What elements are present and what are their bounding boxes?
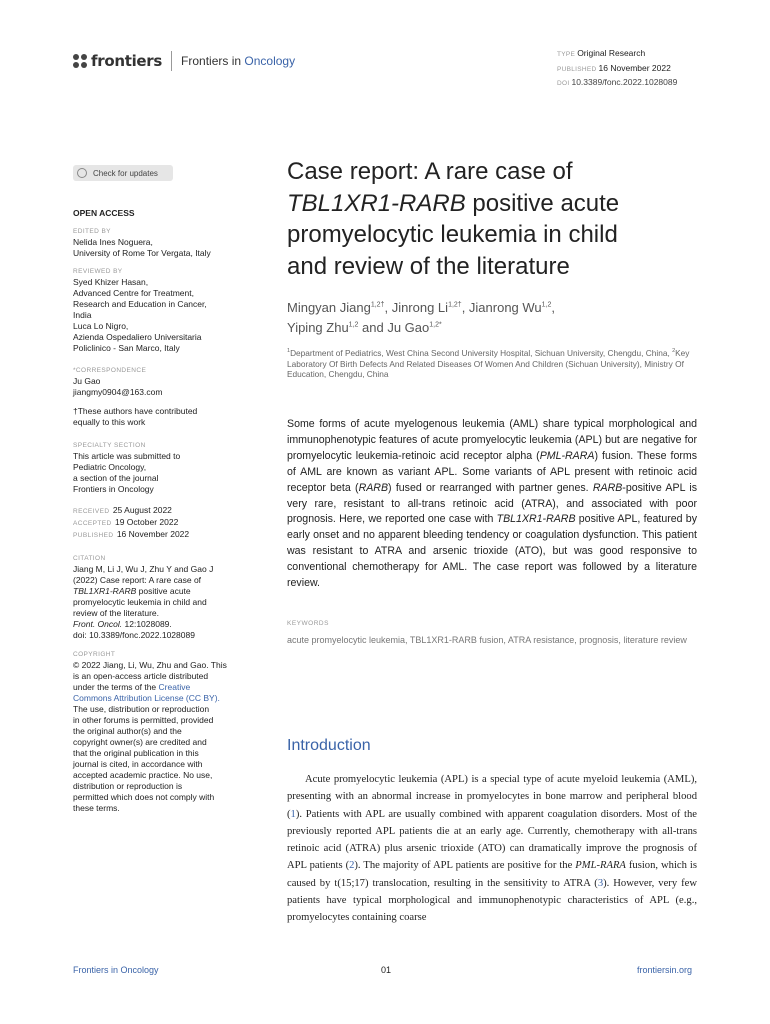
article-dates: RECEIVED 25 August 2022 ACCEPTED 19 October 2022 PUBLISHED 16 November 2022 bbox=[73, 505, 190, 539]
footer-journal[interactable]: Frontiers in Oncology bbox=[73, 965, 159, 975]
copyright-line: accepted academic practice. No use, bbox=[73, 770, 213, 780]
author-affil-sup: 1,2 bbox=[541, 301, 552, 309]
reviewed-by-heading: REVIEWED BY bbox=[73, 268, 123, 275]
sidebar-published-date: 16 November 2022 bbox=[116, 529, 190, 539]
copyright-line: in other forums is permitted, provided bbox=[73, 715, 214, 725]
logo-divider bbox=[171, 51, 172, 71]
keywords: acute promyelocytic leukemia, TBL1XR1-RARB fusion, ATRA resistance, prognosis, literature review bbox=[287, 635, 687, 645]
author-name[interactable]: Jianrong Wu bbox=[468, 300, 542, 315]
introduction-paragraph: Acute promyelocytic leukemia (APL) is a special type of acute myeloid leukemia (AML), presenting with an abnormal increase in promyelocytes in bone marrow and peripheral blood (1). Patients with APL are usually combined with apparent coagulation disorders. Most of the previously reported APL patients die at an early age. Currently, chemotherapy with all-trans retinoic acid (ATRA) plus arsenic trioxide (ATO) can dramatically improve the prognosis of APL patients (2). The majority of APL patients are positive for the PML-RARA fusion, which is caused by t(15;17) translocation, resulting in the sensitivity to ATRA (3). However, very few patients have typical morphological and immunophenotypic characteristics of APL (e.g., promyelocytes containing coarse bbox=[287, 774, 697, 924]
copyright-line: the original author(s) and the bbox=[73, 726, 182, 736]
equal-contribution-note: †These authors have contributed equally to this work bbox=[73, 406, 198, 427]
italic-term: RARB bbox=[358, 481, 389, 494]
author-affil-sup: 1,2† bbox=[370, 301, 385, 309]
copyright-line: these terms. bbox=[73, 803, 120, 813]
reference-link[interactable]: 3 bbox=[597, 877, 604, 889]
author-name[interactable]: Mingyan Jiang bbox=[287, 300, 371, 315]
check-for-updates-button[interactable]: Check for updates bbox=[73, 165, 173, 181]
author-affil-sup: 1,2 bbox=[348, 321, 359, 329]
copyright-line: permitted which does not comply with bbox=[73, 792, 215, 802]
footer-site-link[interactable]: frontiersin.org bbox=[637, 965, 693, 975]
copyright-line: distribution or reproduction is bbox=[73, 781, 183, 791]
edited-by-heading: EDITED BY bbox=[73, 228, 111, 235]
cc-license-link-cont[interactable]: Commons Attribution License (CC BY). bbox=[73, 693, 220, 703]
copyright-line: copyright owner(s) are credited and bbox=[73, 737, 207, 747]
introduction-heading: Introduction bbox=[287, 737, 371, 754]
correspondence-email[interactable]: jiangmy0904@163.com bbox=[73, 387, 163, 397]
cc-license-link[interactable]: Creative bbox=[158, 682, 191, 692]
author-affil-sup: 1,2* bbox=[429, 321, 442, 329]
affiliations: $^1$Department of Pediatrics, West China Second University Hospital, Sichuan University, Chengdu, China, $^2$Key Laboratory Of Birth Defects And Related Diseases Of Women And Children (Sichuan University), Ministry Of Education, Chengdu, China bbox=[287, 347, 690, 380]
author-name[interactable]: Ju Gao bbox=[387, 320, 430, 335]
reviewed-by: Syed Khizer Hasan, Advanced Centre for Treatment, Research and Education in Cancer, India Luca Lo Nigro, Azienda Ospedaliero Universitaria Policlinico - San Marco, Italy bbox=[73, 277, 207, 353]
check-updates-icon bbox=[77, 168, 87, 178]
italic-term: PML-RARA bbox=[539, 449, 595, 462]
reference-link[interactable]: 2 bbox=[349, 860, 355, 872]
author-name[interactable]: Yiping Zhu bbox=[287, 320, 349, 335]
frontiers-logo[interactable] bbox=[72, 50, 295, 72]
copyright-line: that the original publication in this bbox=[73, 748, 199, 758]
author-name[interactable]: Jinrong Li bbox=[391, 300, 449, 315]
publisher-name: frontiers bbox=[91, 52, 163, 70]
author-list: Mingyan Jiang$^{1,2\dagger}$, Jinrong $Li^{1,2\dagger}$, Jianrong Wu$^{1,2}$, Yiping Zhu$^{1,2}$ and Ju Gao$^{1,2*}$ bbox=[287, 300, 556, 335]
correspondence-heading: *CORRESPONDENCE bbox=[73, 367, 147, 374]
citation-heading: CITATION bbox=[73, 555, 106, 562]
author-affil-sup: 1,2† bbox=[448, 301, 462, 309]
copyright-line: journal is cited, in accordance with bbox=[73, 759, 203, 769]
article-title: Case report: A rare case of TBL1XR1-RARB positive acute promyelocytic leukemia in child and review of the literature bbox=[287, 158, 620, 280]
italic-term: PML-RARA bbox=[575, 860, 626, 872]
copyright: © 2022 Jiang, Li, Wu, Zhu and Gao. This is an open-access article distributed under the terms of the Creative Commons Attribution License (CC BY). The use, distribution or reproduction in other forums is permitted, provided the original author(s) and the copyright owner(s) are credited and that the original publication in this journal is cited, in accordance with accepted academic practice. No use, distribution or reproduction is permitted which does not comply with these terms. bbox=[73, 660, 238, 814]
received-date: 25 August 2022 bbox=[112, 505, 172, 515]
edited-by: Nelida Ines Noguera, University of Rome Tor Vergata, Italy bbox=[73, 237, 211, 258]
copyright-heading: COPYRIGHT bbox=[73, 651, 116, 658]
accepted-date: 19 October 2022 bbox=[114, 517, 179, 527]
correspondence: Ju Gao jiangmy0904@163.com bbox=[73, 376, 238, 398]
italic-term: RARB bbox=[592, 481, 623, 494]
citation: Jiang M, Li J, Wu J, Zhu Y and Gao J (2022) Case report: A rare case of TBL1XR1-RARB positive acute promyelocytic leukemia in child and review of the literature. Front. Oncol. 12:1028089. doi: 10.3389/fonc.2022.1028089 bbox=[73, 564, 214, 640]
specialty-section: This article was submitted to Pediatric Oncology, a section of the journal Frontiers in Oncology bbox=[73, 451, 181, 494]
sidebar bbox=[73, 165, 238, 814]
open-access-label: OPEN ACCESS bbox=[73, 208, 135, 218]
specialty-heading: SPECIALTY SECTION bbox=[73, 442, 146, 449]
copyright-line: The use, distribution or reproduction bbox=[73, 704, 210, 714]
journal-name: Frontiers in Oncology bbox=[181, 54, 296, 68]
reference-link[interactable]: 1 bbox=[290, 808, 296, 820]
italic-term: TBL1XR1-RARB bbox=[496, 513, 576, 526]
page-number: 01 bbox=[381, 965, 392, 975]
frontiers-mark-icon bbox=[72, 53, 88, 69]
doi-link[interactable]: 10.3389/fonc.2022.1028089 bbox=[571, 77, 678, 87]
abstract: Some forms of acute myelogenous leukemia (AML) share typical morphological and immunophenotypic features of acute promyelocytic leukemia (APL) but are negative for promyelocytic leukemia-retinoic acid receptor alpha (PML-RARA) fusion. These forms of AML are known as variant APL. Some variants of APL present with retinoic acid receptor beta (RARB) fused or rearranged with partner genes. RARB-positive APL is very rare, resistant to all-trans retinoic acid (ATRA), and associated with poor prognosis. Here, we reported one case with TBL1XR1-RARB positive APL, featured by early onset and no apparent bleeding tendency or coagulation dysfunction. This patient was resistant to ATRA and arsenic trioxide (ATO), but was good responsive to conventional chemotherapy for AML. The case report was followed by a literature review. bbox=[287, 418, 697, 590]
published-date: 16 November 2022 bbox=[598, 62, 671, 73]
keywords-heading: KEYWORDS bbox=[287, 620, 329, 627]
article-type: Original Research bbox=[577, 48, 646, 58]
article-meta: TYPE Original Research PUBLISHED 16 November 2022 DOI 10.3389/fonc.2022.1028089 bbox=[557, 48, 678, 87]
